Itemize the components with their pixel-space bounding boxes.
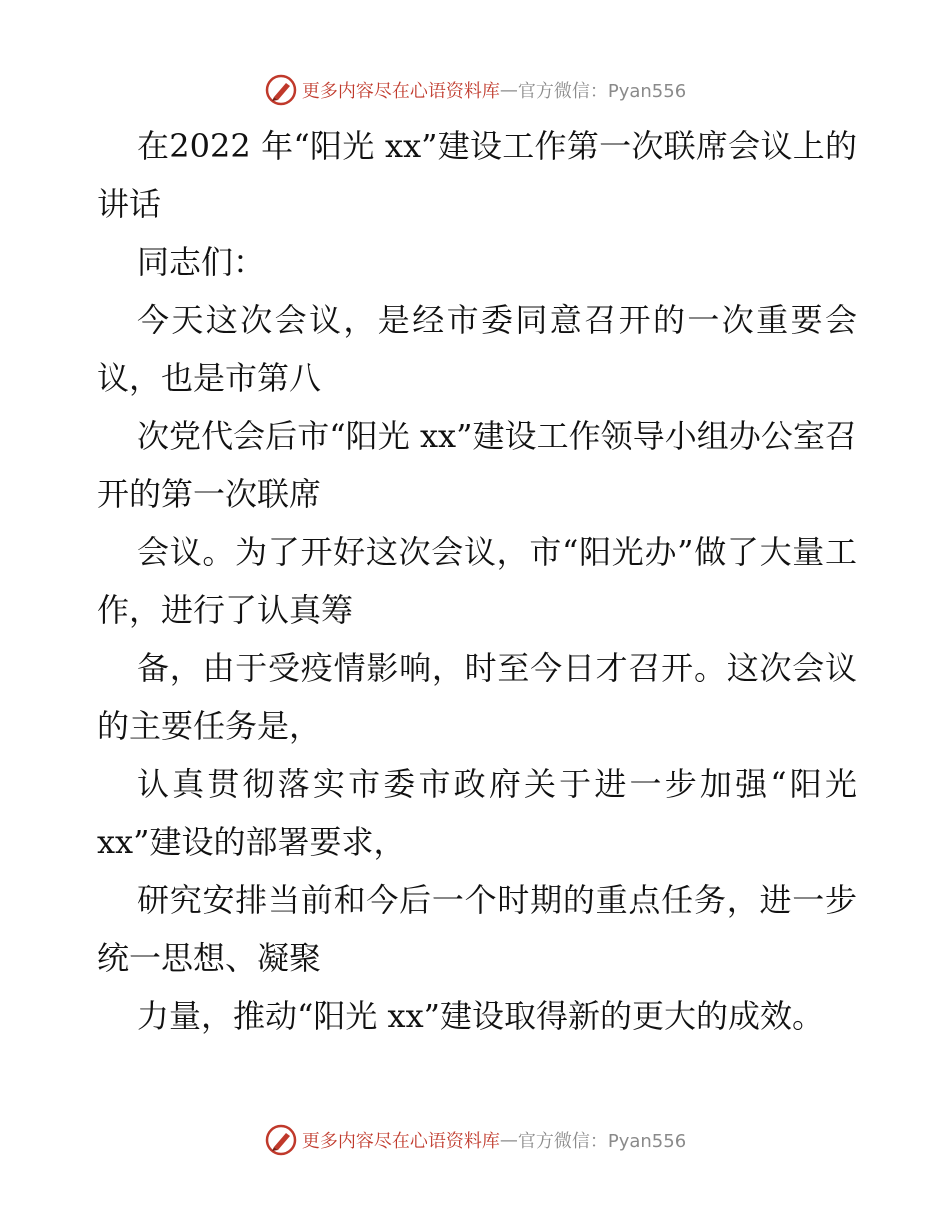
pen-logo-icon — [264, 73, 298, 107]
body-paragraph: 认真贯彻落实市委市政府关于进一步加强“阳光 xx”建设的部署要求， — [97, 765, 857, 861]
banner-wechat-text: 官方微信：Pyan556 — [517, 1131, 687, 1152]
banner-wechat-text: 官方微信：Pyan556 — [517, 81, 687, 102]
document-body — [97, 117, 857, 1045]
body-paragraph: 次党代会后市“阳光 xx”建设工作领导小组办公室召开的第一次联席 — [97, 417, 857, 513]
body-paragraph: 力量，推动“阳光 xx”建设取得新的更大的成效。 — [137, 997, 824, 1035]
body-paragraph: 会议。为了开好这次会议，市“阳光办”做了大量工作，进行了认真筹 — [97, 533, 857, 629]
pen-logo-icon — [264, 1123, 298, 1157]
banner-red-text: 更多内容尽在心语资料库 — [301, 1131, 500, 1152]
footer-banner — [0, 1122, 950, 1158]
salutation-paragraph: 同志们： — [137, 243, 266, 281]
banner-red-text: 更多内容尽在心语资料库 — [301, 81, 500, 102]
body-paragraph: 今天这次会议，是经市委同意召开的一次重要会议，也是市第八 — [97, 301, 857, 397]
banner-dash: — — [499, 1129, 518, 1151]
body-paragraph: 备，由于受疫情影响，时至今日才召开。这次会议的主要任务是， — [97, 649, 857, 745]
banner-dash: — — [499, 79, 518, 101]
body-paragraph: 研究安排当前和今后一个时期的重点任务，进一步统一思想、凝聚 — [97, 881, 857, 977]
title-paragraph: 在2022 年“阳光 xx”建设工作第一次联席会议上的讲话 — [97, 127, 857, 223]
header-banner — [0, 72, 950, 108]
